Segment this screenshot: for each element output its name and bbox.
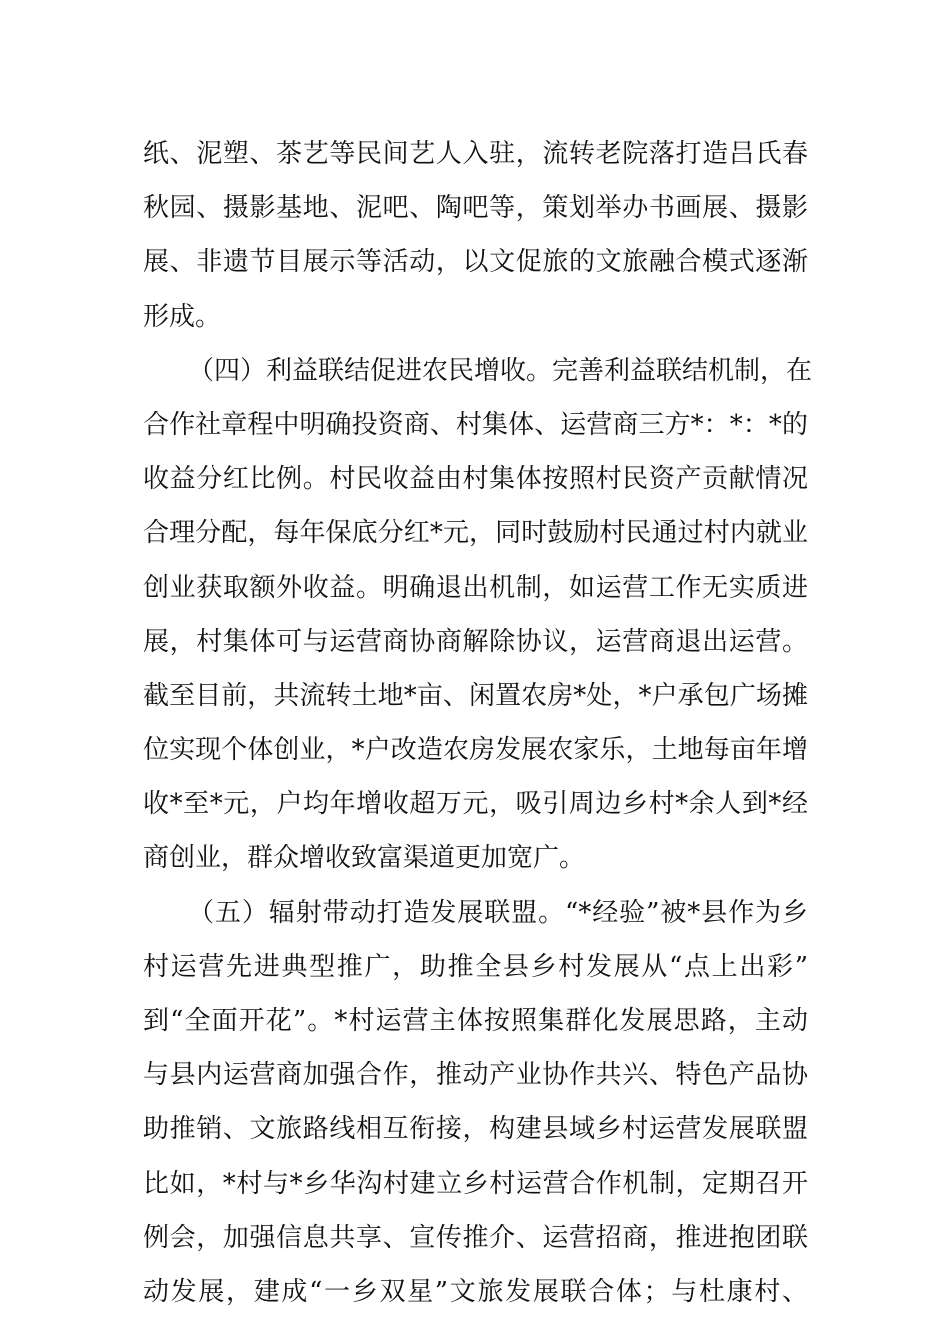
text-line: 收*至*元，户均年增收超万元，吸引周边乡村*余人到*经 bbox=[143, 789, 808, 820]
paragraph-heading-line: （五）辐射带动打造发展联盟。“*经验”被*县作为乡 bbox=[188, 897, 808, 928]
text-line: 到“全面开花”。*村运营主体按照集群化发展思路，主动 bbox=[143, 1006, 808, 1036]
text-line: 助推销、文旅路线相互衔接，构建县域乡村运营发展联盟 bbox=[143, 1114, 808, 1145]
text-line: 例会，加强信息共享、宣传推介、运营招商，推进抱团联 bbox=[143, 1222, 808, 1253]
text-line: 合理分配，每年保底分红*元，同时鼓励村民通过村内就业 bbox=[143, 518, 808, 549]
text-line: 创业获取额外收益。明确退出机制，如运营工作无实质进 bbox=[143, 572, 808, 603]
document-body bbox=[143, 127, 813, 1319]
text-line: 截至目前，共流转土地*亩、闲置农房*处，*户承包广场摊 bbox=[143, 680, 808, 711]
text-line: 与县内运营商加强合作，推动产业协作共兴、特色产品协 bbox=[143, 1060, 808, 1091]
text-line: 秋园、摄影基地、泥吧、陶吧等，策划举办书画展、摄影 bbox=[143, 193, 808, 224]
text-line: 展、非遗节目展示等活动，以文促旅的文旅融合模式逐渐 bbox=[143, 247, 808, 278]
text-line: 动发展，建成“一乡双星”文旅发展联合体；与杜康村、 bbox=[143, 1276, 808, 1307]
text-line: 比如，*村与*乡华沟村建立乡村运营合作机制，定期召开 bbox=[143, 1168, 808, 1199]
text-line: 纸、泥塑、茶艺等民间艺人入驻，流转老院落打造吕氏春 bbox=[143, 139, 808, 169]
text-line: 收益分红比例。村民收益由村集体按照村民资产贡献情况 bbox=[143, 464, 808, 495]
text-line: 位实现个体创业，*户改造农房发展农家乐，土地每亩年增 bbox=[143, 735, 808, 766]
text-line: 村运营先进典型推广，助推全县乡村发展从“点上出彩” bbox=[143, 951, 808, 982]
text-line: 合作社章程中明确投资商、村集体、运营商三方*：*：*的 bbox=[143, 409, 808, 440]
text-line: 展，村集体可与运营商协商解除协议，运营商退出运营。 bbox=[143, 626, 808, 657]
paragraph-heading-line: （四）利益联结促进农民增收。完善利益联结机制，在 bbox=[188, 355, 813, 386]
text-line: 商创业，群众增收致富渠道更加宽广。 bbox=[143, 843, 586, 874]
text-line: 形成。 bbox=[143, 301, 222, 332]
